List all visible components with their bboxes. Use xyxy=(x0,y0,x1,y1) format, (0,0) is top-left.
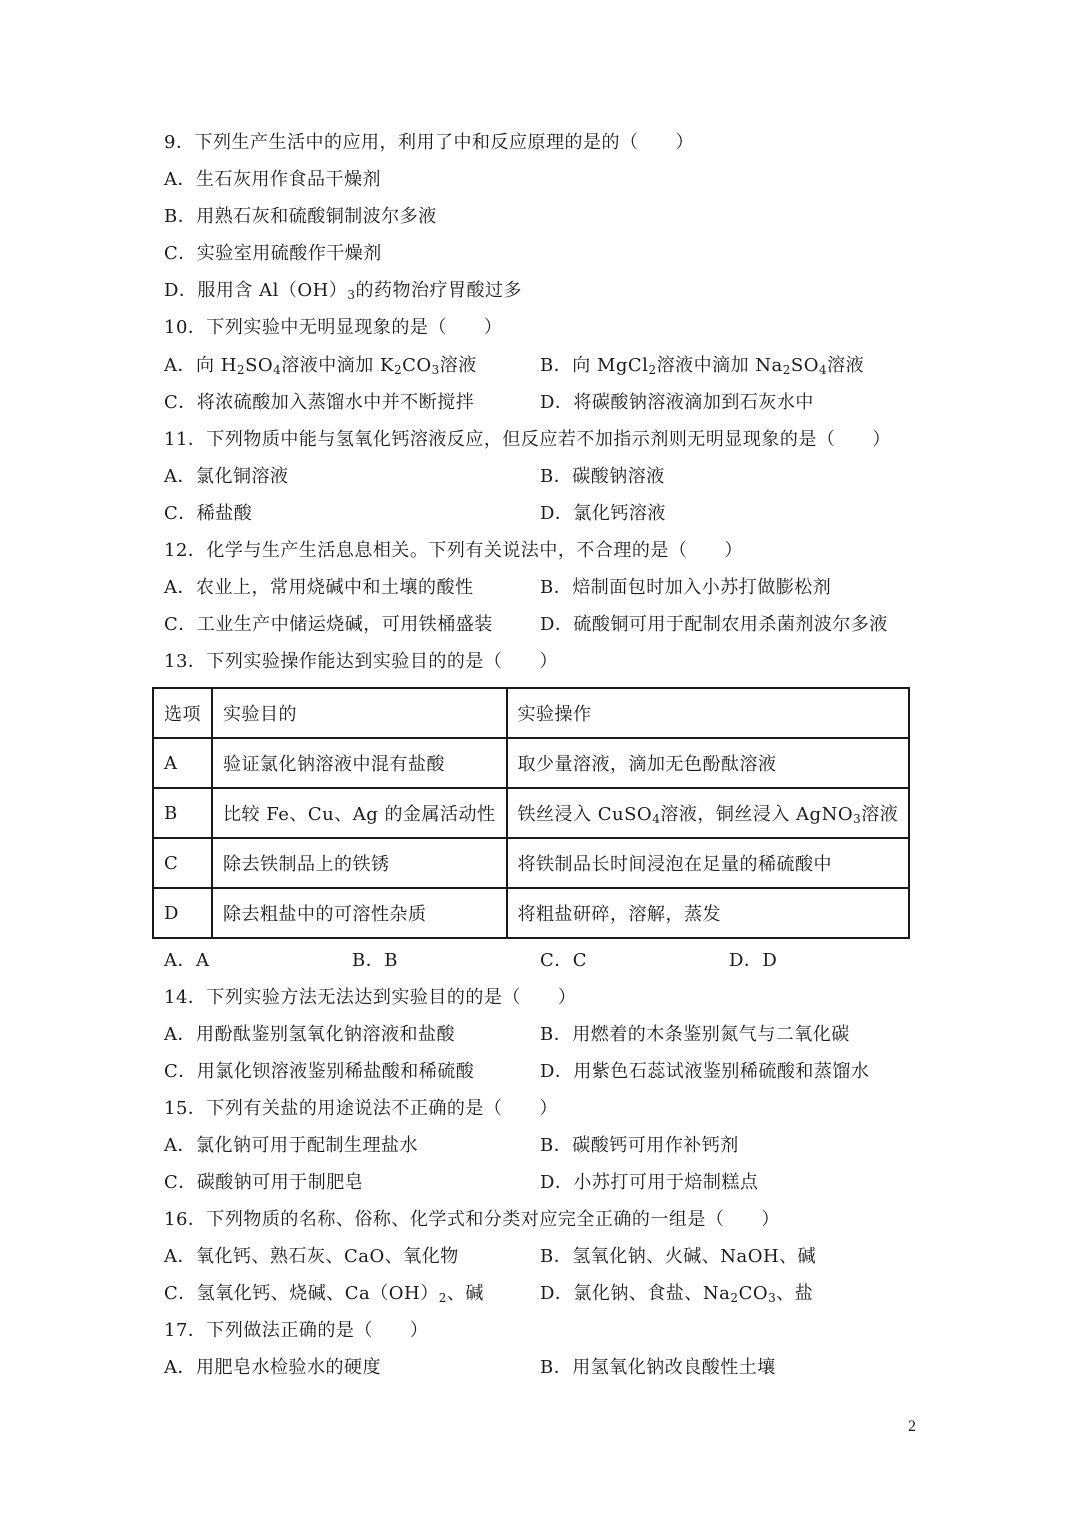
q12-option-a: A．农业上，常用烧碱中和土壤的酸性 xyxy=(164,577,474,598)
table-header-cell: 实验操作 xyxy=(507,688,910,738)
table-row xyxy=(153,888,909,938)
q13-option-d: D．D xyxy=(729,950,778,971)
question-15-stem: 15．下列有关盐的用途说法不正确的是（ ） xyxy=(164,1098,558,1119)
q9-option-d: D．服用含 $Al(OH)_3$的药物治疗胃酸过多 xyxy=(164,280,523,302)
q17-option-a: A．用肥皂水检验水的硬度 xyxy=(164,1357,381,1378)
table-cell-goal: 除去铁制品上的铁锈 xyxy=(212,838,507,888)
table-row xyxy=(153,788,909,838)
table-cell-goal: 除去粗盐中的可溶性杂质 xyxy=(212,888,507,938)
table-cell-option: B xyxy=(153,788,212,838)
table-cell-option: D xyxy=(153,888,212,938)
q11-option-b: B．碳酸钠溶液 xyxy=(540,466,665,487)
table-cell-option: C xyxy=(153,838,212,888)
question-9-stem: 9．下列生产生活中的应用，利用了中和反应原理的是的（ ） xyxy=(164,132,694,153)
experiment-table xyxy=(152,687,910,939)
page-number: 2 xyxy=(908,1418,916,1435)
q11-option-d: D．氯化钙溶液 xyxy=(540,503,666,524)
table-cell-option: A xyxy=(153,738,212,788)
q14-option-a: A．用酚酞鉴别氢氧化钠溶液和盐酸 xyxy=(164,1024,455,1045)
q17-option-b: B．用氢氧化钠改良酸性土壤 xyxy=(540,1357,776,1378)
q10-option-c: C．将浓硫酸加入蒸馏水中并不断搅拌 xyxy=(164,392,475,413)
question-10-stem: 10．下列实验中无明显现象的是（ ） xyxy=(164,317,503,338)
table-cell-goal: 验证氯化钠溶液中混有盐酸 xyxy=(212,738,507,788)
q16-option-c: C．氢氧化钙、烧碱、$Ca(OH)_2$、碱 xyxy=(164,1283,484,1305)
q15-option-d: D．小苏打可用于焙制糕点 xyxy=(540,1172,759,1193)
q9-option-a: A．生石灰用作食品干燥剂 xyxy=(164,169,381,190)
table-header-row xyxy=(153,688,909,738)
q16-option-b: B．氢氧化钠、火碱、NaOH、碱 xyxy=(540,1246,817,1267)
table-header-cell: 实验目的 xyxy=(212,688,507,738)
q13-option-b: B．B xyxy=(352,950,398,971)
table-row xyxy=(153,738,909,788)
q16-option-d: D．氯化钠、食盐、$Na_2CO_3$、盐 xyxy=(540,1283,814,1305)
q13-option-c: C．C xyxy=(540,950,588,971)
table-cell-goal: 比较 Fe、Cu、Ag 的金属活动性 xyxy=(212,788,507,838)
question-17-stem: 17．下列做法正确的是（ ） xyxy=(164,1320,429,1341)
q10-option-d: D．将碳酸钠溶液滴加到石灰水中 xyxy=(540,392,814,413)
table-header-cell: 选项 xyxy=(153,688,212,738)
q15-option-a: A．氯化钠可用于配制生理盐水 xyxy=(164,1135,418,1156)
table-cell-operation: 取少量溶液，滴加无色酚酞溶液 xyxy=(507,738,910,788)
q15-option-c: C．碳酸钠可用于制肥皂 xyxy=(164,1172,364,1193)
question-11-stem: 11．下列物质中能与氢氧化钙溶液反应，但反应若不加指示剂则无明显现象的是（ ） xyxy=(164,429,891,450)
q12-option-c: C．工业生产中储运烧碱，可用铁桶盛装 xyxy=(164,614,493,635)
q13-option-a: A．A xyxy=(164,950,210,971)
table-cell-operation: 将铁制品长时间浸泡在足量的稀硫酸中 xyxy=(507,838,910,888)
q9-option-c: C．实验室用硫酸作干燥剂 xyxy=(164,243,382,264)
q12-option-d: D．硫酸铜可用于配制农用杀菌剂波尔多液 xyxy=(540,614,888,635)
q15-option-b: B．碳酸钙可用作补钙剂 xyxy=(540,1135,739,1156)
q11-option-a: A．氯化铜溶液 xyxy=(164,466,289,487)
question-13-stem: 13．下列实验操作能达到实验目的的是（ ） xyxy=(164,651,558,672)
q14-option-b: B．用燃着的木条鉴别氮气与二氧化碳 xyxy=(540,1024,850,1045)
question-12-stem: 12．化学与生产生活息息相关。下列有关说法中，不合理的是（ ） xyxy=(164,540,743,561)
table-cell-operation: 铁丝浸入 CuSO$_4$溶液，铜丝浸入 AgNO$_3$溶液 xyxy=(507,788,910,838)
question-16-stem: 16．下列物质的名称、俗称、化学式和分类对应完全正确的一组是（ ） xyxy=(164,1209,780,1230)
table-cell-operation: 将粗盐研碎，溶解，蒸发 xyxy=(507,888,910,938)
table-row xyxy=(153,838,909,888)
q14-option-d: D．用紫色石蕊试液鉴别稀硫酸和蒸馏水 xyxy=(540,1061,870,1082)
q9-option-b: B．用熟石灰和硫酸铜制波尔多液 xyxy=(164,206,437,227)
question-14-stem: 14．下列实验方法无法达到实验目的的是（ ） xyxy=(164,987,577,1008)
q12-option-b: B．焙制面包时加入小苏打做膨松剂 xyxy=(540,577,832,598)
q10-option-a: A．向 $H_2SO_4$溶液中滴加 $K_2CO_3$溶液 xyxy=(164,355,477,377)
q14-option-c: C．用氯化钡溶液鉴别稀盐酸和稀硫酸 xyxy=(164,1061,475,1082)
q11-option-c: C．稀盐酸 xyxy=(164,503,253,524)
q16-option-a: A．氧化钙、熟石灰、CaO、氧化物 xyxy=(164,1246,459,1267)
q10-option-b: B．向 MgCl$_2$溶液中滴加 $Na_2SO_4$溶液 xyxy=(540,355,865,377)
